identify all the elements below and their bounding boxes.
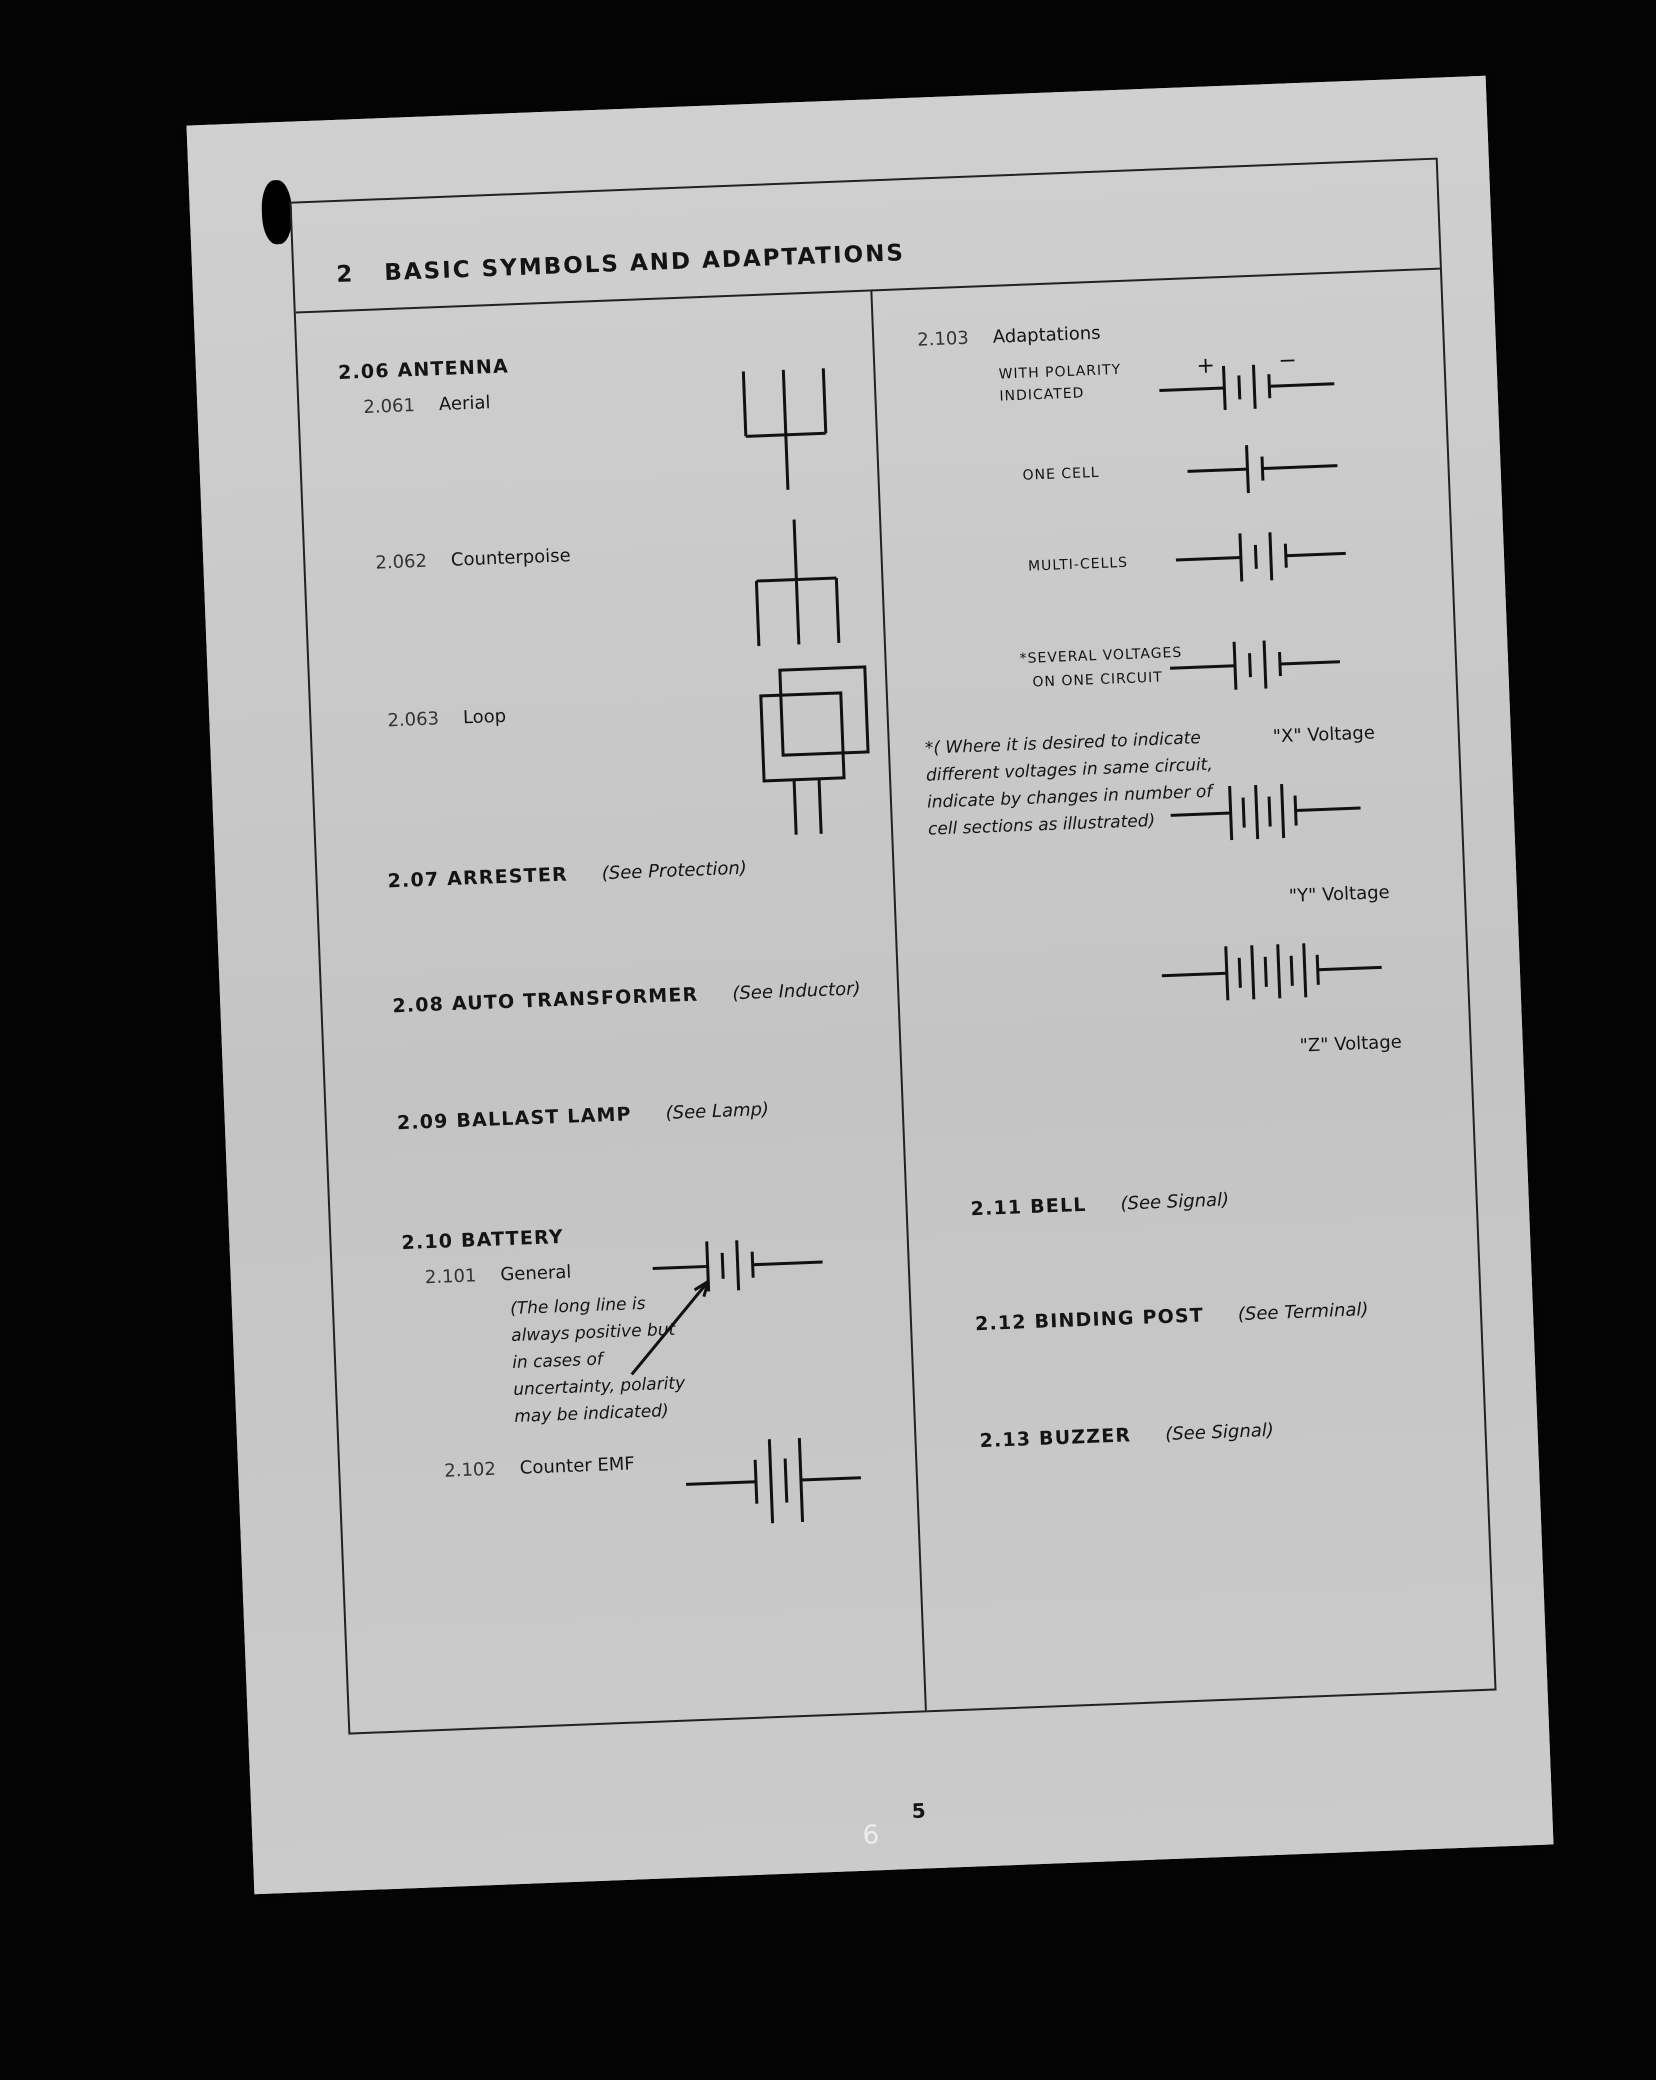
loop-label: Loop (462, 705, 507, 729)
arrester-see: (See Protection) (601, 857, 748, 885)
document-page (187, 76, 1554, 1895)
voltage-note: *( Where it is desired to indicate different voltages in same circuit, indicate by changes in number of cell sections as illustrated) (924, 728, 1214, 840)
several-voltages-symbol (1169, 631, 1351, 698)
column-divider (870, 289, 927, 1710)
section-title-text: BASIC SYMBOLS AND ADAPTATIONS (383, 240, 906, 287)
antenna-heading: 2.06 ANTENNA (337, 355, 510, 384)
content-frame (290, 158, 1497, 1735)
bell-see: (See Signal) (1120, 1189, 1230, 1215)
battery-heading: 2.10 BATTERY (401, 1225, 565, 1255)
minus-sign: − (1277, 348, 1298, 374)
binding-post-see: (See Terminal) (1237, 1299, 1369, 1326)
loop-symbol (755, 662, 882, 841)
several-voltages-label (1019, 645, 1183, 691)
counterpoise-symbol (749, 517, 854, 651)
counterpoise-entry (375, 545, 571, 573)
general-number: 2.101 (424, 1265, 477, 1289)
bell-title: 2.11 BELL (970, 1193, 1087, 1221)
pencil-mark: 6 (862, 1820, 880, 1851)
y-voltage-label: "Y" Voltage (1288, 881, 1391, 907)
arrester-title: 2.07 ARRESTER (387, 863, 569, 893)
general-entry (425, 1262, 572, 1289)
polarity-battery-symbol (1158, 341, 1361, 429)
y-voltage-symbol (1169, 772, 1392, 850)
counter-emf-symbol (684, 1428, 868, 1535)
counter-emf-label: Counter EMF (519, 1453, 636, 1479)
page-number: 5 (911, 1798, 927, 1823)
section-title (336, 240, 906, 288)
multi-cells-symbol (1175, 523, 1357, 590)
several-voltages-line1: *SEVERAL VOLTAGES (1019, 644, 1183, 668)
counter-emf-entry (444, 1453, 635, 1481)
one-cell-symbol (1186, 435, 1348, 501)
plus-sign: + (1196, 353, 1216, 380)
loop-number: 2.063 (387, 708, 440, 732)
z-voltage-label: "Z" Voltage (1299, 1031, 1403, 1057)
counterpoise-number: 2.062 (375, 550, 428, 574)
adaptations-label: Adaptations (992, 322, 1101, 348)
x-voltage-label: "X" Voltage (1272, 722, 1376, 748)
ballast-lamp-see: (See Lamp) (665, 1098, 770, 1124)
binding-post-title: 2.12 BINDING POST (974, 1304, 1205, 1336)
polarity-label-line1: WITH POLARITY (998, 361, 1122, 383)
general-label: General (499, 1261, 572, 1286)
aerial-number: 2.061 (363, 395, 416, 419)
auto-transformer-see: (See Inductor) (731, 978, 861, 1005)
buzzer-heading (979, 1419, 1274, 1452)
adaptations-number: 2.103 (916, 327, 970, 351)
binding-post-heading (975, 1298, 1369, 1335)
counterpoise-label: Counterpoise (450, 545, 572, 571)
auto-transformer-heading (392, 977, 861, 1017)
ballast-lamp-title: 2.09 BALLAST LAMP (396, 1103, 633, 1135)
buzzer-see: (See Signal) (1164, 1419, 1275, 1445)
polarity-label-line2: INDICATED (999, 385, 1085, 405)
aerial-entry (363, 392, 491, 418)
several-voltages-line2: ON ONE CIRCUIT (1032, 669, 1164, 691)
polarity-label (998, 362, 1122, 405)
multi-cells-label: MULTI-CELLS (1027, 554, 1129, 575)
section-number: 2 (335, 261, 355, 288)
loop-entry (387, 706, 506, 732)
adaptations-entry (917, 323, 1101, 351)
aerial-symbol (738, 363, 843, 497)
counter-emf-number: 2.102 (443, 1458, 497, 1482)
aerial-label: Aerial (438, 392, 491, 416)
section-header (292, 160, 1440, 314)
bell-heading (970, 1188, 1229, 1220)
general-note: (The long line is always positive but in cases of uncertainty, polarity may be indicated) (509, 1293, 686, 1427)
buzzer-title: 2.13 BUZZER (979, 1424, 1132, 1453)
one-cell-label: ONE CELL (1022, 464, 1100, 484)
ballast-lamp-heading (397, 1098, 770, 1134)
z-voltage-symbol (1161, 932, 1404, 1011)
arrester-heading (387, 857, 747, 893)
battery-general-symbol (652, 1232, 838, 1389)
ink-blot (261, 180, 293, 245)
auto-transformer-title: 2.08 AUTO TRANSFORMER (392, 983, 699, 1018)
